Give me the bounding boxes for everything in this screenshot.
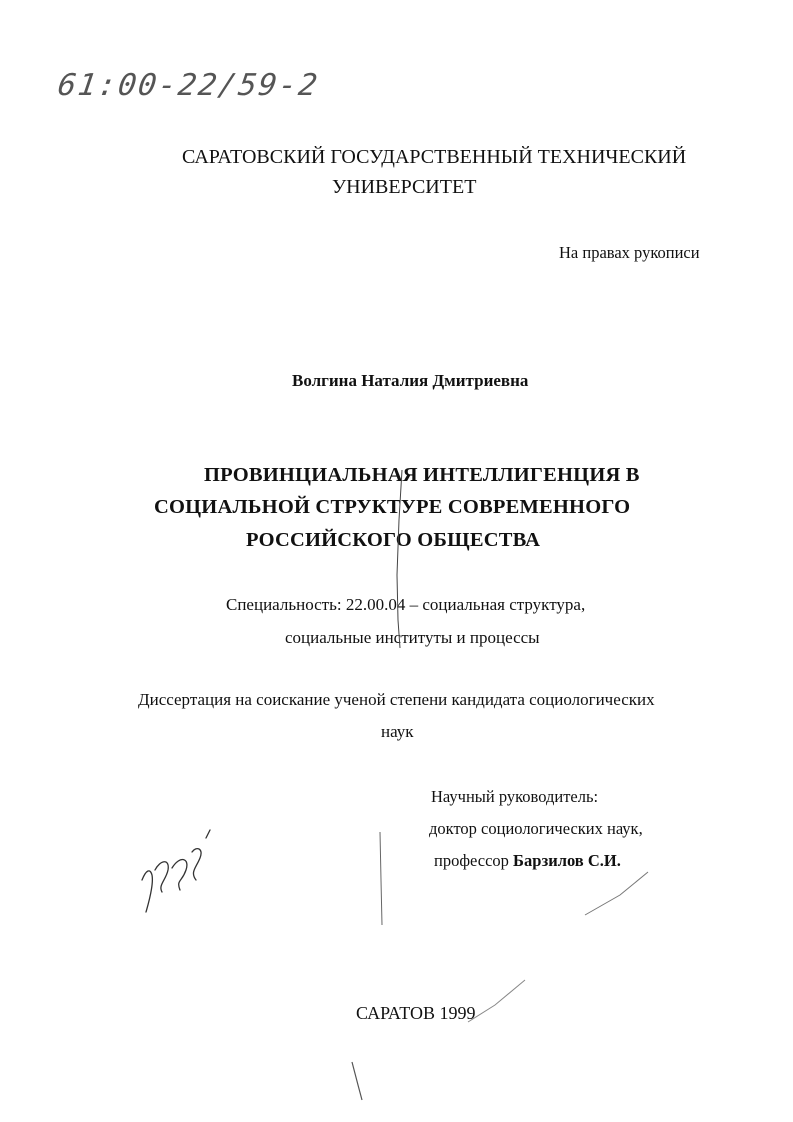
rights-note: На правах рукописи (559, 243, 700, 262)
dissertation-line-1: Диссертация на соискание ученой степени кандидата социологических (138, 690, 655, 709)
stray-tick-left (380, 832, 382, 925)
title-line-3: РОССИЙСКОГО ОБЩЕСТВА (246, 529, 541, 551)
title-line-1: ПРОВИНЦИАЛЬНАЯ ИНТЕЛЛИГЕНЦИЯ В (204, 464, 640, 486)
supervisor-name: Барзилов С.И. (513, 851, 621, 870)
handwritten-signature-mark (142, 830, 210, 912)
specialty-line-1: Специальность: 22.00.04 – социальная структура, (226, 595, 586, 614)
title-line-2: СОЦИАЛЬНОЙ СТРУКТУРЕ СОВРЕМЕННОГО (154, 496, 631, 518)
author-name: Волгина Наталия Дмитриевна (292, 371, 529, 390)
stray-diagonal-year (468, 980, 525, 1022)
supervisor-label: Научный руководитель: (431, 787, 599, 806)
supervisor-degree: доктор социологических наук, (429, 819, 643, 838)
institution-line-1: САРАТОВСКИЙ ГОСУДАРСТВЕННЫЙ ТЕХНИЧЕСКИЙ (182, 146, 687, 168)
library-stamp-code: 61:00-22/59-2 (55, 68, 322, 103)
institution-line-2: УНИВЕРСИТЕТ (332, 176, 477, 198)
stray-bottom-line (352, 1062, 362, 1100)
specialty-line-2: социальные институты и процессы (285, 628, 540, 647)
dissertation-line-2: наук (381, 722, 414, 741)
stray-vertical-line (397, 470, 402, 648)
supervisor-rank: профессор (434, 851, 509, 870)
city-year: САРАТОВ 1999 (356, 1003, 476, 1023)
stray-diagonal-right (585, 872, 648, 915)
